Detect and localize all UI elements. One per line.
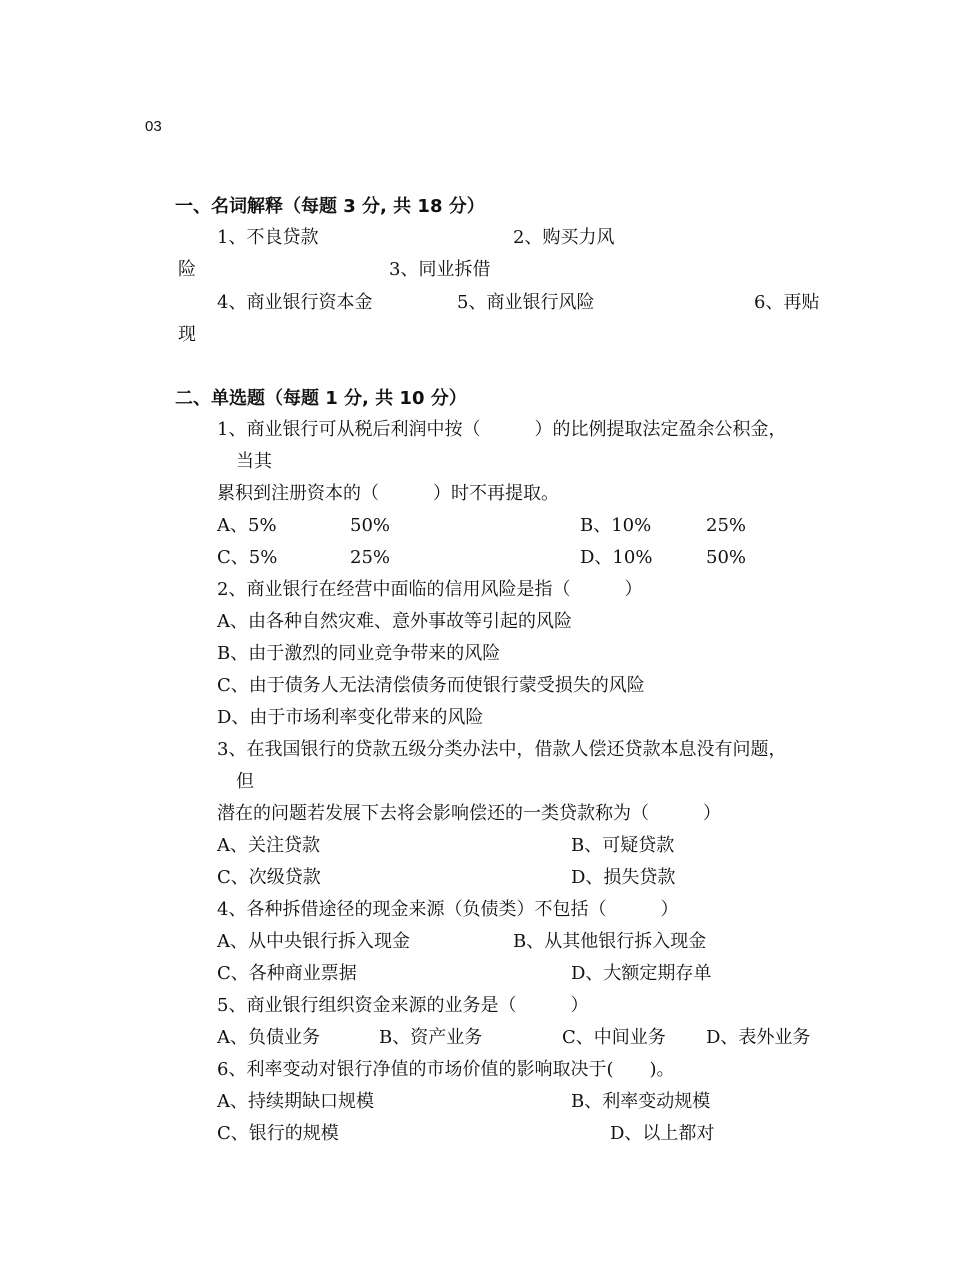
question-3-stem-cont: 潜在的问题若发展下去将会影响偿还的一类贷款称为（ ） bbox=[217, 803, 721, 824]
question-1-option-d-value: 50% bbox=[706, 547, 747, 568]
page-header-code: 03 bbox=[145, 118, 162, 135]
question-5-option-d: D、表外业务 bbox=[706, 1027, 811, 1048]
question-4-stem: 4、各种拆借途径的现金来源（负债类）不包括（ ） bbox=[217, 899, 679, 920]
question-1-stem-cont: 当其 bbox=[236, 451, 272, 472]
question-2-option-d: D、由于市场利率变化带来的风险 bbox=[217, 707, 484, 728]
question-6-option-b: B、利率变动规模 bbox=[571, 1091, 711, 1112]
question-6-option-c: C、银行的规模 bbox=[217, 1123, 339, 1144]
question-4-option-a: A、从中央银行拆入现金 bbox=[217, 931, 410, 952]
question-6-stem: 6、利率变动对银行净值的市场价值的影响取决于( )。 bbox=[217, 1059, 675, 1080]
question-1-stem: 1、商业银行可从税后利润中按（ ）的比例提取法定盈余公积金， bbox=[217, 419, 787, 440]
question-1-option-d: D、10% bbox=[580, 547, 653, 568]
question-1-option-b-value: 25% bbox=[706, 515, 747, 536]
question-6-option-a: A、持续期缺口规模 bbox=[217, 1091, 374, 1112]
term-item: 险 bbox=[178, 259, 196, 280]
question-4-option-c: C、各种商业票据 bbox=[217, 963, 357, 984]
term-item: 2、购买力风 bbox=[513, 227, 615, 248]
question-1-option-a-value: 50% bbox=[350, 515, 391, 536]
question-6-option-d: D、以上都对 bbox=[610, 1123, 715, 1144]
term-item: 现 bbox=[178, 324, 196, 345]
question-2-option-c: C、由于债务人无法清偿债务而使银行蒙受损失的风险 bbox=[217, 675, 645, 696]
section-1-title: 一、名词解释（每题 3 分, 共 18 分） bbox=[175, 196, 485, 217]
section-2-title: 二、单选题（每题 1 分, 共 10 分） bbox=[175, 388, 467, 409]
question-3-option-b: B、可疑贷款 bbox=[571, 835, 675, 856]
question-3-option-a: A、关注贷款 bbox=[217, 835, 320, 856]
question-5-option-c: C、中间业务 bbox=[562, 1027, 666, 1048]
term-item: 3、同业拆借 bbox=[389, 259, 491, 280]
question-1-stem-cont: 累积到注册资本的（ ）时不再提取。 bbox=[217, 483, 559, 504]
term-item: 5、商业银行风险 bbox=[457, 292, 595, 313]
question-1-option-c-value: 25% bbox=[350, 547, 391, 568]
term-item: 4、商业银行资本金 bbox=[217, 292, 373, 313]
question-5-option-a: A、负债业务 bbox=[217, 1027, 320, 1048]
question-5-option-b: B、资产业务 bbox=[379, 1027, 483, 1048]
question-4-option-b: B、从其他银行拆入现金 bbox=[513, 931, 707, 952]
question-1-option-a: A、5% bbox=[217, 515, 277, 536]
question-2-stem: 2、商业银行在经营中面临的信用风险是指（ ） bbox=[217, 579, 643, 600]
term-item: 6、再贴 bbox=[754, 292, 820, 313]
question-5-stem: 5、商业银行组织资金来源的业务是（ ） bbox=[217, 995, 589, 1016]
question-1-option-c: C、5% bbox=[217, 547, 278, 568]
question-3-option-c: C、次级贷款 bbox=[217, 867, 321, 888]
question-3-stem-cont: 但 bbox=[236, 771, 254, 792]
question-2-option-b: B、由于激烈的同业竞争带来的风险 bbox=[217, 643, 501, 664]
question-2-option-a: A、由各种自然灾难、意外事故等引起的风险 bbox=[217, 611, 572, 632]
question-3-option-d: D、损失贷款 bbox=[571, 867, 676, 888]
question-4-option-d: D、大额定期存单 bbox=[571, 963, 712, 984]
question-1-option-b: B、10% bbox=[580, 515, 652, 536]
term-item: 1、不良贷款 bbox=[217, 227, 319, 248]
question-3-stem: 3、在我国银行的贷款五级分类办法中，借款人偿还贷款本息没有问题， bbox=[217, 739, 787, 760]
